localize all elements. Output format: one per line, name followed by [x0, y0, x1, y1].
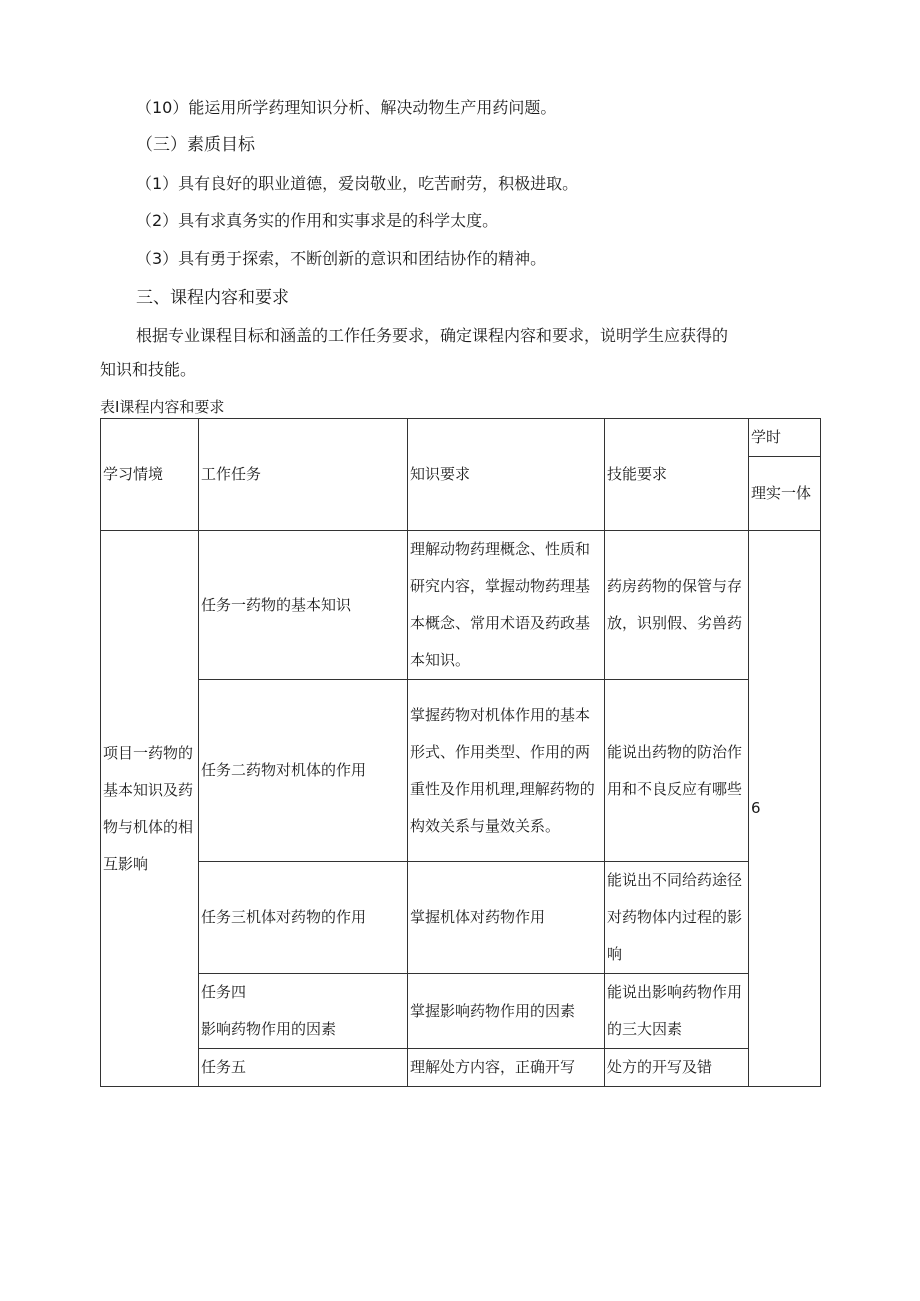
cell-skill: 处方的开写及错: [605, 1049, 749, 1087]
header-hours: 学时: [749, 419, 821, 457]
course-content-table: [100, 418, 821, 1087]
paragraph-intro-line2: 知识和技能。: [100, 360, 197, 379]
cell-knowledge: 掌握影响药物作用的因素: [408, 974, 605, 1049]
cell-task: 任务五: [199, 1049, 408, 1087]
table-row: [101, 1049, 821, 1087]
paragraph-quality-2: （2）具有求真务实的作用和实事求是的科学太度。: [136, 211, 499, 230]
header-hours-sub: 理实一体: [749, 457, 821, 531]
paragraph-quality-3: （3）具有勇于探索，不断创新的意识和团结协作的精神。: [136, 249, 547, 268]
cell-knowledge: 理解动物药理概念、性质和研究内容，掌握动物药理基本概念、常用术语及药政基本知识。: [408, 531, 605, 680]
cell-task: 任务三机体对药物的作用: [199, 862, 408, 974]
cell-task: 任务一药物的基本知识: [199, 531, 408, 680]
table-row: [101, 531, 821, 680]
header-skill: 技能要求: [605, 419, 749, 531]
header-situation: 学习情境: [101, 419, 199, 531]
cell-hours: 6: [749, 531, 821, 1087]
cell-skill: 能说出影响药物作用的三大因素: [605, 974, 749, 1049]
cell-skill: 药房药物的保管与存放，识别假、劣兽药: [605, 531, 749, 680]
section-heading-quality-goals: （三）素质目标: [136, 135, 255, 155]
cell-situation: 项目一药物的基本知识及药物与机体的相互影响: [101, 531, 199, 1087]
cell-task: 任务二药物对机体的作用: [199, 680, 408, 862]
cell-skill: 能说出不同给药途径对药物体内过程的影响: [605, 862, 749, 974]
paragraph-quality-1: （1）具有良好的职业道德，爱岗敬业，吃苦耐劳，积极进取。: [136, 174, 579, 193]
table-header-row: [101, 419, 821, 457]
table-row: [101, 680, 821, 862]
cell-skill: 能说出药物的防治作用和不良反应有哪些: [605, 680, 749, 862]
cell-knowledge: 理解处方内容，正确开写: [408, 1049, 605, 1087]
header-task: 工作任务: [199, 419, 408, 531]
section-heading-course-content: 三、课程内容和要求: [136, 288, 289, 308]
paragraph-intro-line1: 根据专业课程目标和涵盖的工作任务要求，确定课程内容和要求，说明学生应获得的: [136, 326, 729, 345]
paragraph-objective-10: （10）能运用所学药理知识分析、解决动物生产用药问题。: [136, 98, 557, 117]
table-caption: 表Ⅰ课程内容和要求: [100, 398, 225, 416]
header-knowledge: 知识要求: [408, 419, 605, 531]
cell-task-line1: 任务四: [201, 983, 247, 1001]
cell-knowledge: 掌握机体对药物作用: [408, 862, 605, 974]
cell-task: [199, 974, 408, 1049]
cell-knowledge: 掌握药物对机体作用的基本形式、作用类型、作用的两重性及作用机理,理解药物的构效关系与量效关系。: [408, 680, 605, 862]
cell-task-line2: 影响药物作用的因素: [201, 1020, 337, 1038]
table-row: [101, 862, 821, 974]
table-row: [101, 974, 821, 1049]
